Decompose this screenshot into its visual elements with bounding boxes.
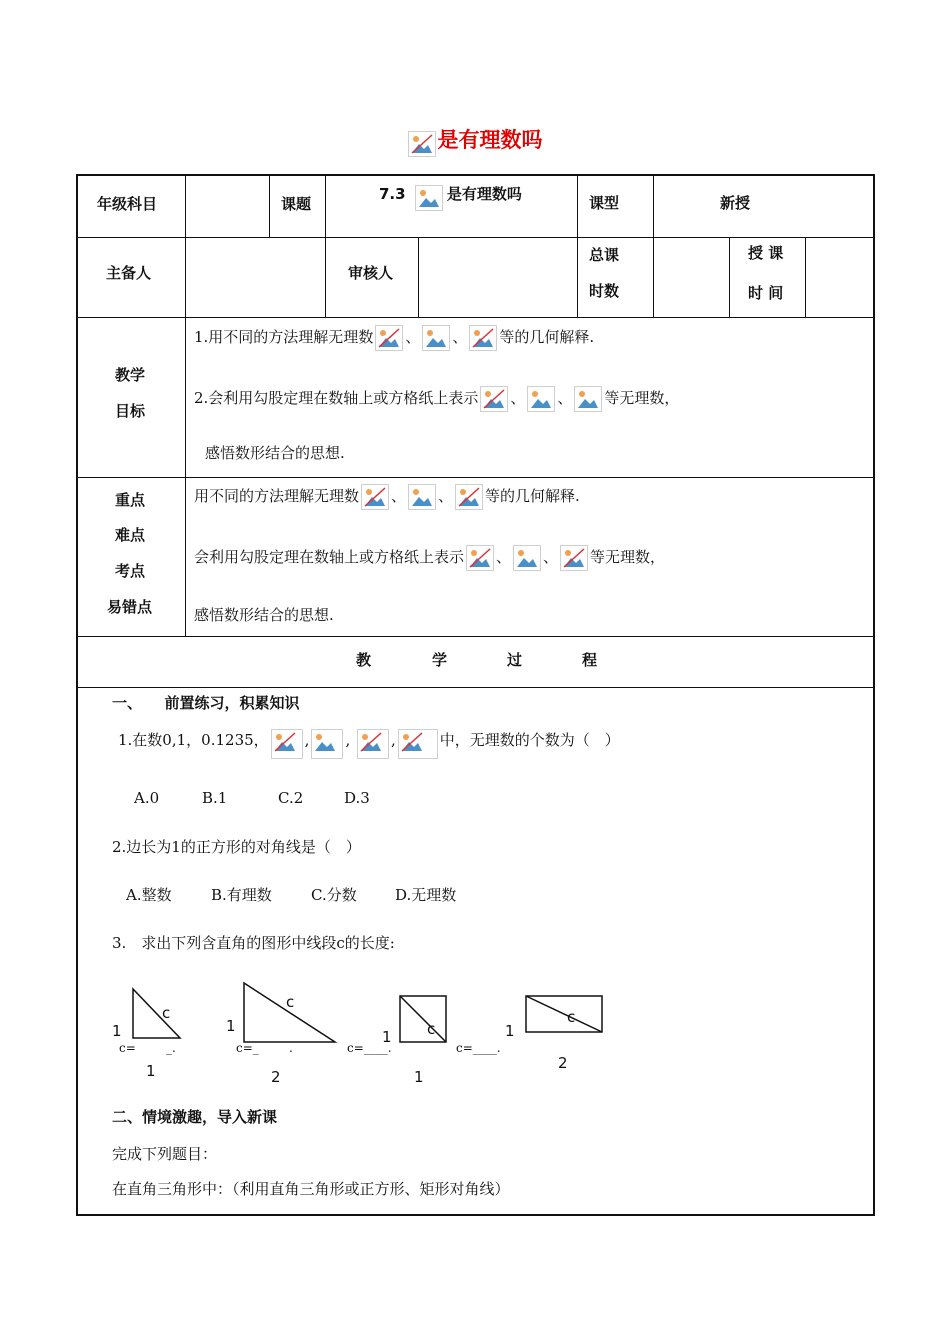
class-time-label-2: 时 间 bbox=[748, 284, 784, 302]
process-heading-1: 教 bbox=[356, 651, 372, 669]
triangle-2 bbox=[244, 983, 335, 1042]
goal-line-1: 1.用不同的方法理解无理数 、 、 等的几何解释. bbox=[194, 325, 594, 351]
process-heading-3: 过 bbox=[507, 651, 523, 669]
difficulty-label: 难点 bbox=[115, 526, 146, 544]
instruction-line: 完成下列题目： bbox=[112, 1145, 218, 1163]
instruction-detail: 在直角三角形中：（利用直角三角形或正方形、矩形对角线） bbox=[112, 1180, 510, 1198]
topic-prefix: 7.3 bbox=[379, 185, 406, 203]
goal-line-1-end: 等的几何解释. bbox=[499, 328, 595, 346]
exam-point-label: 考点 bbox=[115, 562, 146, 580]
goals-label-2: 目标 bbox=[115, 402, 146, 420]
fig1-leg: 1 bbox=[112, 1022, 122, 1040]
keypoint-line-3: 感悟数形结合的思想. bbox=[194, 606, 334, 624]
process-heading-2: 学 bbox=[432, 651, 448, 669]
goals-label: 教学 bbox=[115, 366, 146, 384]
reviewer-label: 审核人 bbox=[348, 264, 394, 282]
keypoint-line-2: 会利用勾股定理在数轴上或方格纸上表示 、 、 等无理数， bbox=[194, 545, 665, 571]
q1-option-a: A.0 bbox=[134, 789, 160, 807]
keypoint-line-1-end: 等的几何解释. bbox=[485, 487, 580, 505]
keypoint-line-1-text: 用不同的方法理解无理数 bbox=[194, 487, 360, 505]
question-3: 3. 求出下列含直角的图形中线段c的长度: bbox=[112, 934, 395, 952]
total-hours-label: 总课 bbox=[589, 246, 620, 264]
fig4-answer: c=____. bbox=[456, 1041, 501, 1055]
goal-line-1-text: 1.用不同的方法理解无理数 bbox=[194, 328, 374, 346]
section-2-heading: 二、情境激趣，导入新课 bbox=[112, 1108, 278, 1126]
topic-suffix: 是有理数吗 bbox=[446, 185, 522, 203]
fig1-c: c bbox=[162, 1004, 171, 1022]
q2-option-a: A.整数 bbox=[126, 886, 172, 904]
triangle-1 bbox=[133, 989, 180, 1038]
question-2: 2.边长为1的正方形的对角线是（ ） bbox=[112, 838, 361, 856]
fig2-leg: 1 bbox=[226, 1017, 236, 1035]
square-diagonal bbox=[400, 996, 446, 1042]
fig2-base: 2 bbox=[271, 1068, 281, 1086]
fig3-answer: c=____. bbox=[347, 1041, 392, 1055]
fig4-side: 1 bbox=[505, 1022, 515, 1040]
fig3-base: 1 bbox=[414, 1068, 424, 1086]
goal-line-2: 2.会利用勾股定理在数轴上或方格纸上表示 、 、 等无理数， bbox=[194, 386, 679, 412]
goal-line-3: 感悟数形结合的思想. bbox=[205, 444, 345, 462]
title-text: 是有理数吗 bbox=[437, 128, 543, 152]
question-1-end: 中，无理数的个数为（ ） bbox=[439, 731, 620, 749]
error-prone-label: 易错点 bbox=[107, 598, 153, 616]
section-1-heading: 一、 前置练习，积累知识 bbox=[112, 694, 300, 712]
fig3-c: c bbox=[427, 1020, 436, 1038]
type-value: 新授 bbox=[720, 194, 751, 212]
q2-option-d: D.无理数 bbox=[395, 886, 457, 904]
fig2-answer-end: . bbox=[289, 1041, 293, 1055]
type-label: 课型 bbox=[589, 194, 620, 212]
keypoint-line-1: 用不同的方法理解无理数 、 、 等的几何解释. bbox=[194, 484, 580, 510]
process-heading-4: 程 bbox=[582, 651, 598, 669]
keypoint-line-2-text: 会利用勾股定理在数轴上或方格纸上表示 bbox=[194, 548, 465, 566]
fig4-base: 2 bbox=[558, 1054, 568, 1072]
total-hours-label-2: 时数 bbox=[589, 282, 620, 300]
q2-option-b: B.有理数 bbox=[211, 886, 272, 904]
q1-option-c: C.2 bbox=[278, 789, 304, 807]
rectangle-diagonal bbox=[526, 996, 602, 1032]
grade-label: 年级科目 bbox=[97, 195, 158, 213]
q1-option-d: D.3 bbox=[344, 789, 370, 807]
fig1-answer: c= bbox=[119, 1041, 136, 1055]
topic-label: 课题 bbox=[281, 195, 312, 213]
keypoint-label: 重点 bbox=[115, 491, 146, 509]
fig1-answer-end: _. bbox=[166, 1041, 176, 1055]
goal-line-2-text: 2.会利用勾股定理在数轴上或方格纸上表示 bbox=[194, 389, 479, 407]
q1-option-b: B.1 bbox=[202, 789, 228, 807]
fig3-side: 1 bbox=[382, 1028, 392, 1046]
preparer-label: 主备人 bbox=[106, 264, 152, 282]
fig2-c: c bbox=[286, 993, 295, 1011]
fig1-base: 1 bbox=[146, 1062, 156, 1080]
question-1: 1.在数0,1，0.1235， , , , 中，无理数的个数为（ ） bbox=[118, 729, 620, 759]
fig2-answer: c=_ bbox=[236, 1041, 259, 1055]
question-1-text: 1.在数0,1，0.1235， bbox=[118, 731, 269, 749]
q2-option-c: C.分数 bbox=[311, 886, 357, 904]
class-time-label: 授 课 bbox=[748, 244, 784, 262]
goal-line-2-end: 等无理数， bbox=[604, 389, 680, 407]
keypoint-line-2-end: 等无理数， bbox=[590, 548, 666, 566]
fig4-c: c bbox=[567, 1008, 576, 1026]
